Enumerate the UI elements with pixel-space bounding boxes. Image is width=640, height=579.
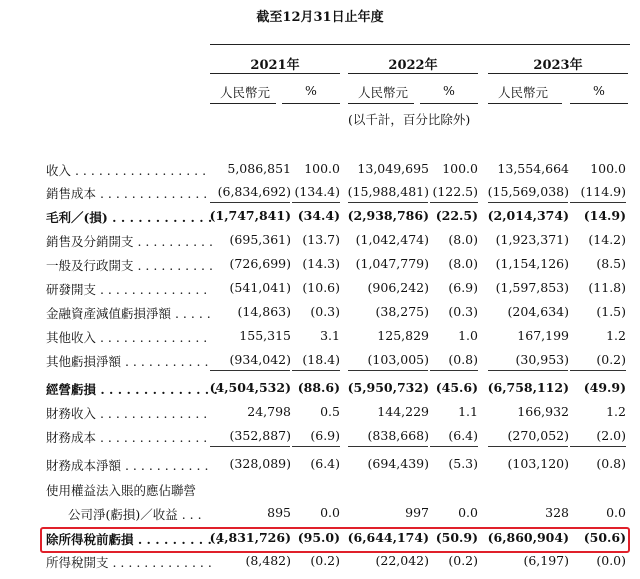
cell-amount: (6,644,174) — [347, 530, 429, 545]
cell-amount: 13,554,664 — [497, 161, 569, 176]
cell-amount: 13,049,695 — [357, 161, 429, 176]
cell-amount: (1,923,371) — [495, 232, 569, 247]
cell-percent: (49.9) — [583, 380, 626, 395]
cell-amount: (22,042) — [375, 553, 429, 568]
cell-amount: (934,042) — [229, 352, 291, 367]
cell-amount: 155,315 — [239, 328, 291, 343]
year-2022: 2022年 — [388, 58, 438, 73]
cell-percent: 100.0 — [590, 161, 626, 176]
cell-percent: (18.4) — [302, 352, 340, 367]
unit-rule — [420, 103, 478, 104]
cell-amount: (1,747,841) — [209, 208, 291, 223]
cell-percent: 0.0 — [458, 505, 478, 520]
row-label: 毛利／(損) . . . . . . . . . . . . — [46, 210, 213, 225]
unit-rule — [348, 103, 414, 104]
cell-amount: 144,229 — [377, 404, 429, 419]
cell-amount: (6,197) — [523, 553, 569, 568]
unit-2023-pct: % — [593, 83, 605, 98]
cell-amount: (694,439) — [367, 456, 429, 471]
cell-percent: (6.9) — [310, 428, 340, 443]
unit-rule — [488, 103, 562, 104]
subtotal-rule — [210, 446, 290, 447]
cell-percent: 100.0 — [442, 161, 478, 176]
cell-amount: (2,014,374) — [487, 208, 569, 223]
cell-percent: (5.3) — [448, 456, 478, 471]
cell-percent: (0.8) — [596, 456, 626, 471]
cell-percent: (0.2) — [310, 553, 340, 568]
highlight-box-pretax-loss — [40, 527, 630, 553]
cell-percent: (10.6) — [302, 280, 340, 295]
cell-percent: (14.2) — [588, 232, 626, 247]
cell-percent: (114.9) — [580, 184, 626, 199]
year-2023: 2023年 — [533, 58, 583, 73]
cell-amount: 895 — [267, 505, 291, 520]
cell-percent: (0.0) — [596, 553, 626, 568]
row-label: 使用權益法入賬的應佔聯營 — [46, 483, 197, 498]
year-2021: 2021年 — [250, 58, 300, 73]
subtotal-rule — [430, 202, 478, 203]
subtotal-rule — [348, 446, 428, 447]
row-label: 財務成本 . . . . . . . . . . . . . . — [46, 430, 208, 445]
cell-percent: (34.4) — [297, 208, 340, 223]
cell-percent: (50.6) — [583, 530, 626, 545]
cell-amount: (5,950,732) — [347, 380, 429, 395]
unit-2021-amount: 人民幣元 — [219, 85, 270, 100]
cell-amount: (15,988,481) — [347, 184, 429, 199]
cell-amount: (726,699) — [229, 256, 291, 271]
unit-note: (以千計，百分比除外) — [348, 112, 471, 127]
cell-percent: 100.0 — [304, 161, 340, 176]
cell-amount: (204,634) — [507, 304, 569, 319]
cell-amount: 167,199 — [517, 328, 569, 343]
cell-amount: (6,758,112) — [487, 380, 569, 395]
cell-percent: 1.0 — [458, 328, 478, 343]
cell-percent: (11.8) — [588, 280, 626, 295]
cell-amount: 166,932 — [517, 404, 569, 419]
cell-amount: (906,242) — [367, 280, 429, 295]
cell-percent: 0.5 — [320, 404, 340, 419]
cell-amount: (541,041) — [229, 280, 291, 295]
cell-amount: (6,834,692) — [217, 184, 291, 199]
row-label: 金融資產減值虧損淨額 . . . . . — [46, 306, 211, 321]
row-label: 銷售成本 . . . . . . . . . . . . . . — [46, 186, 208, 201]
unit-2022-amount: 人民幣元 — [357, 85, 408, 100]
cell-percent: (0.8) — [448, 352, 478, 367]
cell-amount: (15,569,038) — [487, 184, 569, 199]
cell-percent: (8.0) — [448, 256, 478, 271]
row-label: 銷售及分銷開支 . . . . . . . . . . — [46, 234, 213, 249]
cell-amount: 328 — [545, 505, 569, 520]
subtotal-rule — [292, 370, 340, 371]
cell-percent: (122.5) — [432, 184, 478, 199]
cell-percent: 1.1 — [458, 404, 478, 419]
row-label: 其他收入 . . . . . . . . . . . . . . — [46, 330, 208, 345]
subtotal-rule — [430, 370, 478, 371]
cell-amount: (14,863) — [237, 304, 291, 319]
subtotal-rule — [570, 202, 626, 203]
cell-amount: (103,120) — [507, 456, 569, 471]
cell-amount: (352,887) — [229, 428, 291, 443]
cell-percent: (14.9) — [583, 208, 626, 223]
cell-percent: (2.0) — [596, 428, 626, 443]
cell-percent: 1.2 — [606, 404, 626, 419]
unit-2021-pct: % — [305, 83, 317, 98]
cell-percent: (6.9) — [448, 280, 478, 295]
row-label: 經營虧損 . . . . . . . . . . . . . . — [46, 382, 218, 397]
row-label: 其他虧損淨額 . . . . . . . . . . . — [46, 354, 209, 369]
cell-amount: (328,089) — [229, 456, 291, 471]
subtotal-rule — [488, 446, 568, 447]
cell-percent: (134.4) — [294, 184, 340, 199]
subtotal-rule — [210, 370, 290, 371]
row-label: 財務成本淨額 . . . . . . . . . . . — [46, 458, 209, 473]
row-label: 除所得稅前虧損 . . . . . . . . . . — [46, 532, 221, 547]
cell-percent: (45.6) — [435, 380, 478, 395]
unit-rule — [210, 103, 276, 104]
row-label: 收入 . . . . . . . . . . . . . . . . . — [46, 163, 207, 178]
cell-amount: (103,005) — [367, 352, 429, 367]
row-label: 研發開支 . . . . . . . . . . . . . . — [46, 282, 208, 297]
cell-amount: (2,938,786) — [347, 208, 429, 223]
subtotal-rule — [488, 370, 568, 371]
cell-percent: (1.5) — [596, 304, 626, 319]
unit-rule — [570, 103, 628, 104]
unit-2022-pct: % — [443, 83, 455, 98]
cell-percent: (88.6) — [297, 380, 340, 395]
cell-amount: 5,086,851 — [227, 161, 291, 176]
cell-percent: 3.1 — [320, 328, 340, 343]
subtotal-rule — [348, 370, 428, 371]
cell-amount: (270,052) — [507, 428, 569, 443]
cell-percent: (8.0) — [448, 232, 478, 247]
period-header: 截至12月31日止年度 — [256, 10, 384, 25]
cell-amount: (1,047,779) — [355, 256, 429, 271]
subtotal-rule — [570, 370, 626, 371]
year-rule-2022 — [348, 73, 478, 74]
cell-amount: (30,953) — [515, 352, 569, 367]
row-label: 一般及行政開支 . . . . . . . . . . — [46, 258, 213, 273]
cell-amount: (695,361) — [229, 232, 291, 247]
subtotal-rule — [348, 202, 428, 203]
cell-percent: (0.3) — [310, 304, 340, 319]
cell-percent: (22.5) — [435, 208, 478, 223]
cell-amount: (1,597,853) — [495, 280, 569, 295]
row-label: 財務收入 . . . . . . . . . . . . . . — [46, 406, 208, 421]
year-rule-2023 — [488, 73, 628, 74]
unit-rule — [282, 103, 340, 104]
cell-amount: 125,829 — [377, 328, 429, 343]
cell-percent: (8.5) — [596, 256, 626, 271]
subtotal-rule — [292, 202, 340, 203]
subtotal-rule — [292, 446, 340, 447]
cell-percent: (14.3) — [302, 256, 340, 271]
unit-2023-amount: 人民幣元 — [497, 85, 548, 100]
cell-percent: (6.4) — [448, 428, 478, 443]
cell-amount: (838,668) — [367, 428, 429, 443]
subtotal-rule — [570, 446, 626, 447]
cell-percent: 0.0 — [320, 505, 340, 520]
cell-percent: (13.7) — [302, 232, 340, 247]
subtotal-rule — [210, 202, 290, 203]
cell-amount: (1,042,474) — [355, 232, 429, 247]
cell-amount: 997 — [405, 505, 429, 520]
cell-amount: (6,860,904) — [487, 530, 569, 545]
cell-percent: (95.0) — [297, 530, 340, 545]
cell-amount: (4,831,726) — [209, 530, 291, 545]
cell-amount: (1,154,126) — [495, 256, 569, 271]
cell-percent: (0.2) — [448, 553, 478, 568]
cell-percent: (0.3) — [448, 304, 478, 319]
cell-percent: 1.2 — [606, 328, 626, 343]
header-rule — [210, 44, 630, 45]
cell-percent: (6.4) — [310, 456, 340, 471]
cell-amount: (38,275) — [375, 304, 429, 319]
year-rule-2021 — [210, 73, 340, 74]
subtotal-rule — [488, 202, 568, 203]
cell-amount: (4,504,532) — [209, 380, 291, 395]
cell-amount: 24,798 — [247, 404, 291, 419]
cell-percent: 0.0 — [606, 505, 626, 520]
row-label: 所得稅開支 . . . . . . . . . . . . . — [46, 555, 212, 570]
cell-percent: (50.9) — [435, 530, 478, 545]
subtotal-rule — [430, 446, 478, 447]
cell-percent: (0.2) — [596, 352, 626, 367]
cell-amount: (8,482) — [245, 553, 291, 568]
row-label: 公司淨(虧損)／收益 . . . — [68, 507, 202, 522]
